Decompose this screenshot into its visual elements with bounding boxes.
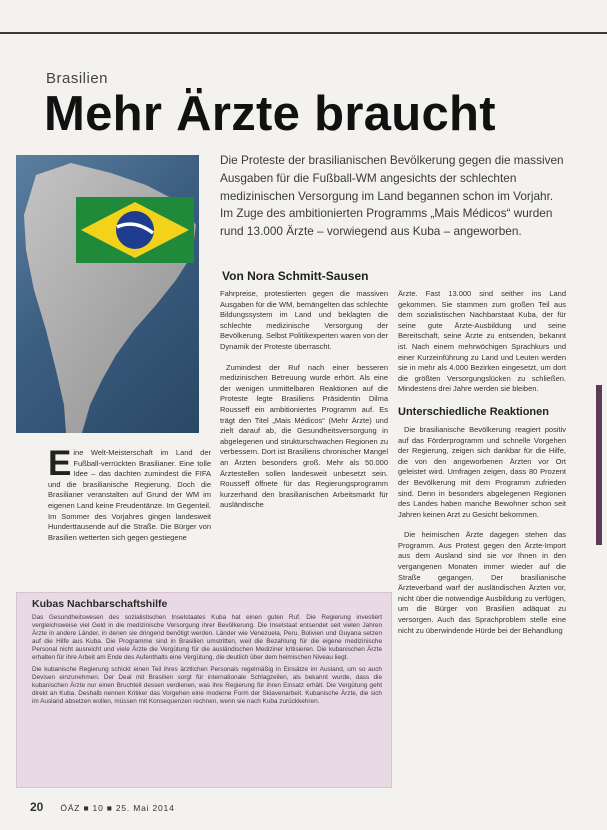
drop-cap: E bbox=[48, 448, 72, 483]
south-america-map-graphic bbox=[16, 155, 199, 433]
page-number: 20 bbox=[30, 800, 44, 814]
byline: Von Nora Schmitt-Sausen bbox=[222, 269, 369, 283]
article-column-right bbox=[398, 289, 566, 809]
top-rule bbox=[0, 32, 607, 34]
paragraph: Fahrpreise, protestierten gegen die massiven Ausgaben für die WM, bemängelten das schlechte Bildungssystem im Land und beklagten die schlechte medizinische Versorgung der Bevölkerung. Selbst Politikexperten waren von der Dynamik der Proteste überrascht. bbox=[220, 289, 388, 351]
south-america-flag-image bbox=[16, 155, 199, 433]
paragraph: Ärzte. Fast 13.000 sind seither ins Land gekommen. Sie stammen zum großen Teil aus dem sozialistischen Nachbarstaat Kuba, der für seine gute Ärzte-Ausbildung und seine Bereitschaft, seine Ärzte zu entsenden, bekannt ist. Nach einem mehrwöchigen Sprachkurs und einer Kurzeinführung zu Land und Leuten werden sie in mehr als 4.000 Bezirken eingesetzt, um dort die größten Versorgungslücken zu schließen. Mindestens drei Jahre werden sie bleiben. bbox=[398, 289, 566, 394]
sidebar-box-text bbox=[32, 614, 382, 709]
article-column-middle bbox=[220, 289, 388, 589]
paragraph: Die heimischen Ärzte dagegen stehen das Programm. Aus Protest gegen den Ärzte-Import aus dem Ausland sind sie vor Ihnen in den vergangenen Monaten immer wieder auf die Straße gegangen. Der brasilianische Ärzteverband warf der ausländischen Ärzten vor, nicht über die notwendige Ausbildung zu verfügen, um die Bürger von Brasilien adäquat zu versorgen. Auch das Sprachproblem stelle eine nicht zu überwindende Hürde bei der Behandlung bbox=[398, 530, 566, 635]
headline: Mehr Ärzte braucht bbox=[44, 87, 496, 141]
intro-text: ine Welt-Meisterschaft im Land der Fußball-verrückten Brasilianer. Eine tolle Idee – das dachten zumindest die FIFA und die brasilianische Regierung. Doch die Brasilianer veranstalten auf Grund der WM im eigenen Land keine Freudentänze. Im Gegenteil. Im Sommer des Vorjahres gingen landesweit Hunderttausende auf die Straße. Die Bürger von Brasilien wetterten sich gegen gestiegene bbox=[48, 448, 211, 542]
edge-color-mark bbox=[596, 385, 602, 545]
subheading: Unterschiedliche Reaktionen bbox=[398, 405, 549, 418]
paragraph: Zumindest der Ruf nach einer besseren medizinischen Betreuung wurde erhört. Als eine der wenigen unmittelbaren Reaktionen auf die Proteste legte Brasiliens Präsidentin Dilma Rousseff ein ambitioniertes Programm auf. Es trägt den Titel „Mais Médicos“ (Mehr Ärzte) und zielt darauf ab, die Gesundheitsversorgung in abgelegenen und strukturschwachen Regionen zu verbessern. Dort ist Brasiliens chronischer Mangel an Ärzten besonders groß. Mehr als 50.000 Ärztestellen sollen landesweit unbesetzt sein. Rousseff öffnete für das Regierungsprogramm kurzerhand den brasilianischen Arbeitsmarkt für ausländische bbox=[220, 362, 388, 510]
page-footer bbox=[30, 800, 175, 814]
article-column-left bbox=[48, 448, 211, 586]
lead-paragraph bbox=[220, 152, 564, 241]
issue-info: ÖÄZ ■ 10 ■ 25. Mai 2014 bbox=[60, 803, 175, 813]
lead-text: Die Proteste der brasilianischen Bevölkerung gegen die massiven Ausgaben für die Fußball-WM angesichts der schlechten medizinischen Versorgung im Land begannen schon im Vorjahr. Im Zuge des ambitionierten Programms „Mais Médicos“ wurden rund 13.000 Ärzte – vorwiegend aus Kuba – angeworben. bbox=[220, 153, 564, 239]
sidebar-box-title: Kubas Nachbarschaftshilfe bbox=[32, 598, 168, 610]
paragraph: Die brasilianische Bevölkerung reagiert positiv auf das Förderprogramm und schnelle Vorgehen der Regierung, zeigen sich dankbar für die Hilfe, die von den angeworbenen Ärzten vor Ort geleistet wird. Umfragen zeigen, dass 80 Prozent der Bevölkerung mit dem Programm zufrieden sind. Denn in besonders abgelegenen Regionen des Landes haben manche Bewohner schon seit Jahren keinen Arzt zu Gesicht bekommen. bbox=[398, 424, 566, 519]
box-paragraph: Das Gesundheitswesen des sozialistischen Inselstaates Kuba hat einen guten Ruf. Die Regierung investiert vergleichsweise viel Geld in die medizinische Versorgung ihrer Bevölkerung. Die Inselstaat entsendet seit vielen Jahren Ärzte in andere Länder, in denen sie dringend benötigt werden. Länder wie Venezuela, Peru, Bolivien und Guyana setzen auf die Hilfe aus Kuba. Die Programme sind in Brasilien umstritten, weil die Bezahlung für die eigene medizinische Personal nicht ausreicht und viele Ärzte die Vergütung für die ausländischen Mediziner kritisieren. Die kubanischen Ärzte erhalten für ihre Arbeit am Ende des Aufenthalts eine Vergütung, die deutlich über dem heimischen Niveau liegt. bbox=[32, 614, 382, 662]
intro-paragraph bbox=[48, 448, 211, 543]
box-paragraph: Die kubanische Regierung schickt einen Teil ihres ärztlichen Personals regelmäßig in Einsätze im Ausland, um so auch Devisen einzunehmen. Der Deal mit Brasilien sorgt für internationale Schlagzeilen, als bekannt wurde, dass die kubanischen Ärzte nur einen Bruchteil dessen verdienen, was ihre Regierung für ihren Einsatz erhält. Die Vergütung geht direkt an Kuba. Deshalb nennen Kritiker das Vorgehen eine moderne Form der Sklavenarbeit. Kubanische Ärzte, die sich im Ausland absetzen wollen, müssen mit Konsequenzen rechnen, wenn sie nach Kuba zurückkehren. bbox=[32, 665, 382, 705]
brazil-flag bbox=[76, 197, 194, 263]
section-label: Brasilien bbox=[46, 70, 109, 87]
